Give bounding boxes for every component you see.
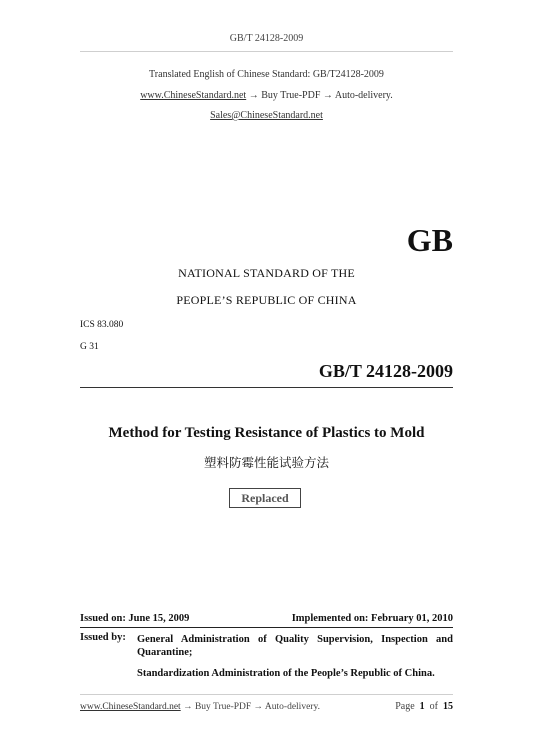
national-standard-line2: PEOPLE’S REPUBLIC OF CHINA bbox=[176, 293, 357, 307]
national-standard-line1: NATIONAL STANDARD OF THE bbox=[178, 266, 355, 280]
footer-divider bbox=[80, 694, 453, 695]
issued-by-label: Issued by: bbox=[80, 632, 126, 643]
site-link[interactable]: www.ChineseStandard.net bbox=[140, 90, 247, 101]
issued-on-date: Issued on: June 15, 2009 bbox=[80, 613, 190, 624]
issuer-2: Standardization Administration of the People’s Republic of China. bbox=[137, 668, 435, 679]
running-header: GB/T 24128-2009 bbox=[229, 33, 304, 44]
page-indicator bbox=[395, 701, 453, 712]
promo-suffix: → Buy True-PDF → Auto-delivery. bbox=[246, 90, 393, 101]
header-divider bbox=[80, 51, 453, 52]
footer-site-link[interactable]: www.ChineseStandard.net bbox=[80, 702, 181, 712]
translation-notice: Translated English of Chinese Standard: GB/T24128-2009 bbox=[149, 69, 384, 80]
standard-number-rule bbox=[80, 387, 453, 388]
page-word: Page bbox=[395, 701, 415, 712]
sales-email-line bbox=[0, 110, 533, 121]
footer-promo-suffix: → Buy True-PDF → Auto-delivery. bbox=[180, 702, 320, 712]
issuer-1: General Administration of Quality Supervision, Inspection and bbox=[137, 634, 453, 645]
title-english: Method for Testing Resistance of Plastics to Mold bbox=[108, 425, 425, 441]
issue-divider bbox=[80, 627, 453, 628]
implemented-on-date: Implemented on: February 01, 2010 bbox=[291, 613, 453, 624]
standard-number: GB/T 24128-2009 bbox=[318, 361, 453, 381]
page-of: of bbox=[429, 701, 438, 712]
page-total: 15 bbox=[443, 701, 453, 712]
page-current: 1 bbox=[419, 701, 425, 712]
title-chinese: 塑料防霉性能试验方法 bbox=[203, 455, 329, 470]
issuer-1-continued: Quarantine; bbox=[137, 647, 193, 658]
sales-email-link[interactable]: Sales@ChineseStandard.net bbox=[210, 110, 323, 121]
status-badge: Replaced bbox=[229, 488, 301, 508]
ccs-code: G 31 bbox=[80, 342, 99, 352]
gb-logo: GB bbox=[406, 222, 453, 258]
ics-code: ICS 83.080 bbox=[80, 320, 124, 330]
footer-promo bbox=[80, 702, 320, 712]
promo-line bbox=[0, 90, 533, 101]
